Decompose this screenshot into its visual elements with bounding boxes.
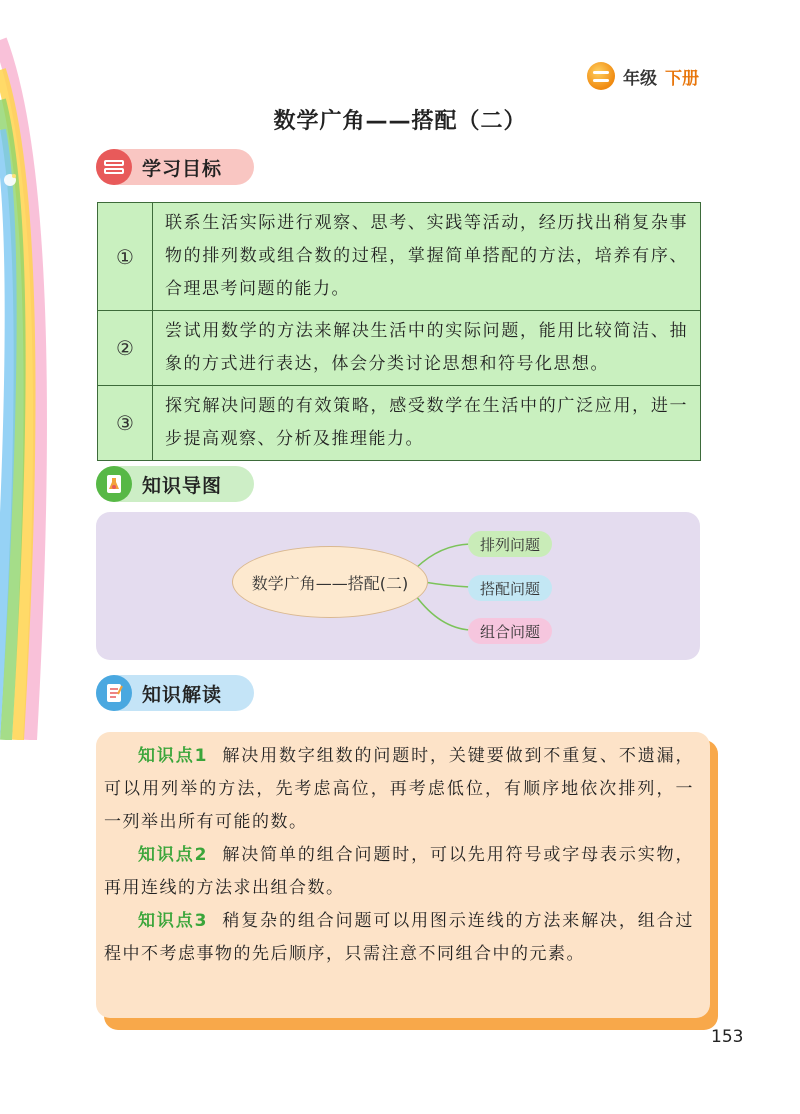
mind-map-center: 数学广角——搭配(二) [232,546,428,618]
notebook-icon [96,675,132,711]
knowledge-point-label: 知识点3 [138,911,208,931]
knowledge-point [104,905,694,971]
page-number: 153 [711,1027,744,1047]
grade-term: 下册 [665,68,699,89]
knowledge-point-label: 知识点1 [138,746,208,766]
book-icon [96,149,132,185]
mind-map-node: 排列问题 [468,531,552,557]
section-header-map [96,466,254,502]
knowledge-point-text: 解决简单的组合问题时，可以先用符号或字母表示实物，再用连线的方法求出组合数。 [104,845,694,898]
section-header-goals [96,149,254,185]
goal-number: ① [98,203,153,311]
knowledge-point-label: 知识点2 [138,845,208,865]
table-row [98,386,701,461]
goal-text: 尝试用数学的方法来解决生活中的实际问题，能用比较简洁、抽象的方式进行表达，体会分类讨论思想和符号化思想。 [153,311,701,386]
knowledge-point-text: 解决用数字组数的问题时，关键要做到不重复、不遗漏，可以用列举的方法，先考虑高位，再考虑低位，有顺序地依次排列，一一列举出所有可能的数。 [104,746,694,832]
goal-text: 探究解决问题的有效策略，感受数学在生活中的广泛应用，进一步提高观察、分析及推理能力。 [153,386,701,461]
knowledge-point [104,839,694,905]
table-row [98,203,701,311]
knowledge-point [104,740,694,839]
page-title: 数学广角——搭配（二） [273,109,527,134]
goals-table [97,202,701,461]
knowledge-point-text: 稍复杂的组合问题可以用图示连线的方法来解决，组合过程中不考虑事物的先后顺序，只需注意不同组合中的元素。 [104,911,694,964]
goal-number: ③ [98,386,153,461]
section-title-map: 知识导图 [142,474,223,497]
section-header-reading [96,675,254,711]
grade-label: 年级 [623,68,657,89]
knowledge-points [104,740,694,971]
mind-map-node: 搭配问题 [468,575,552,601]
table-row [98,311,701,386]
section-title-goals: 学习目标 [142,157,223,180]
section-title-reading: 知识解读 [142,683,223,706]
mind-map-node: 组合问题 [468,618,552,644]
flask-icon [96,466,132,502]
grade-number-icon [587,62,615,90]
goal-number: ② [98,311,153,386]
grade-badge [587,62,699,90]
goal-text: 联系生活实际进行观察、思考、实践等活动，经历找出稍复杂事物的排列数或组合数的过程，掌握简单搭配的方法，培养有序、合理思考问题的能力。 [153,203,701,311]
